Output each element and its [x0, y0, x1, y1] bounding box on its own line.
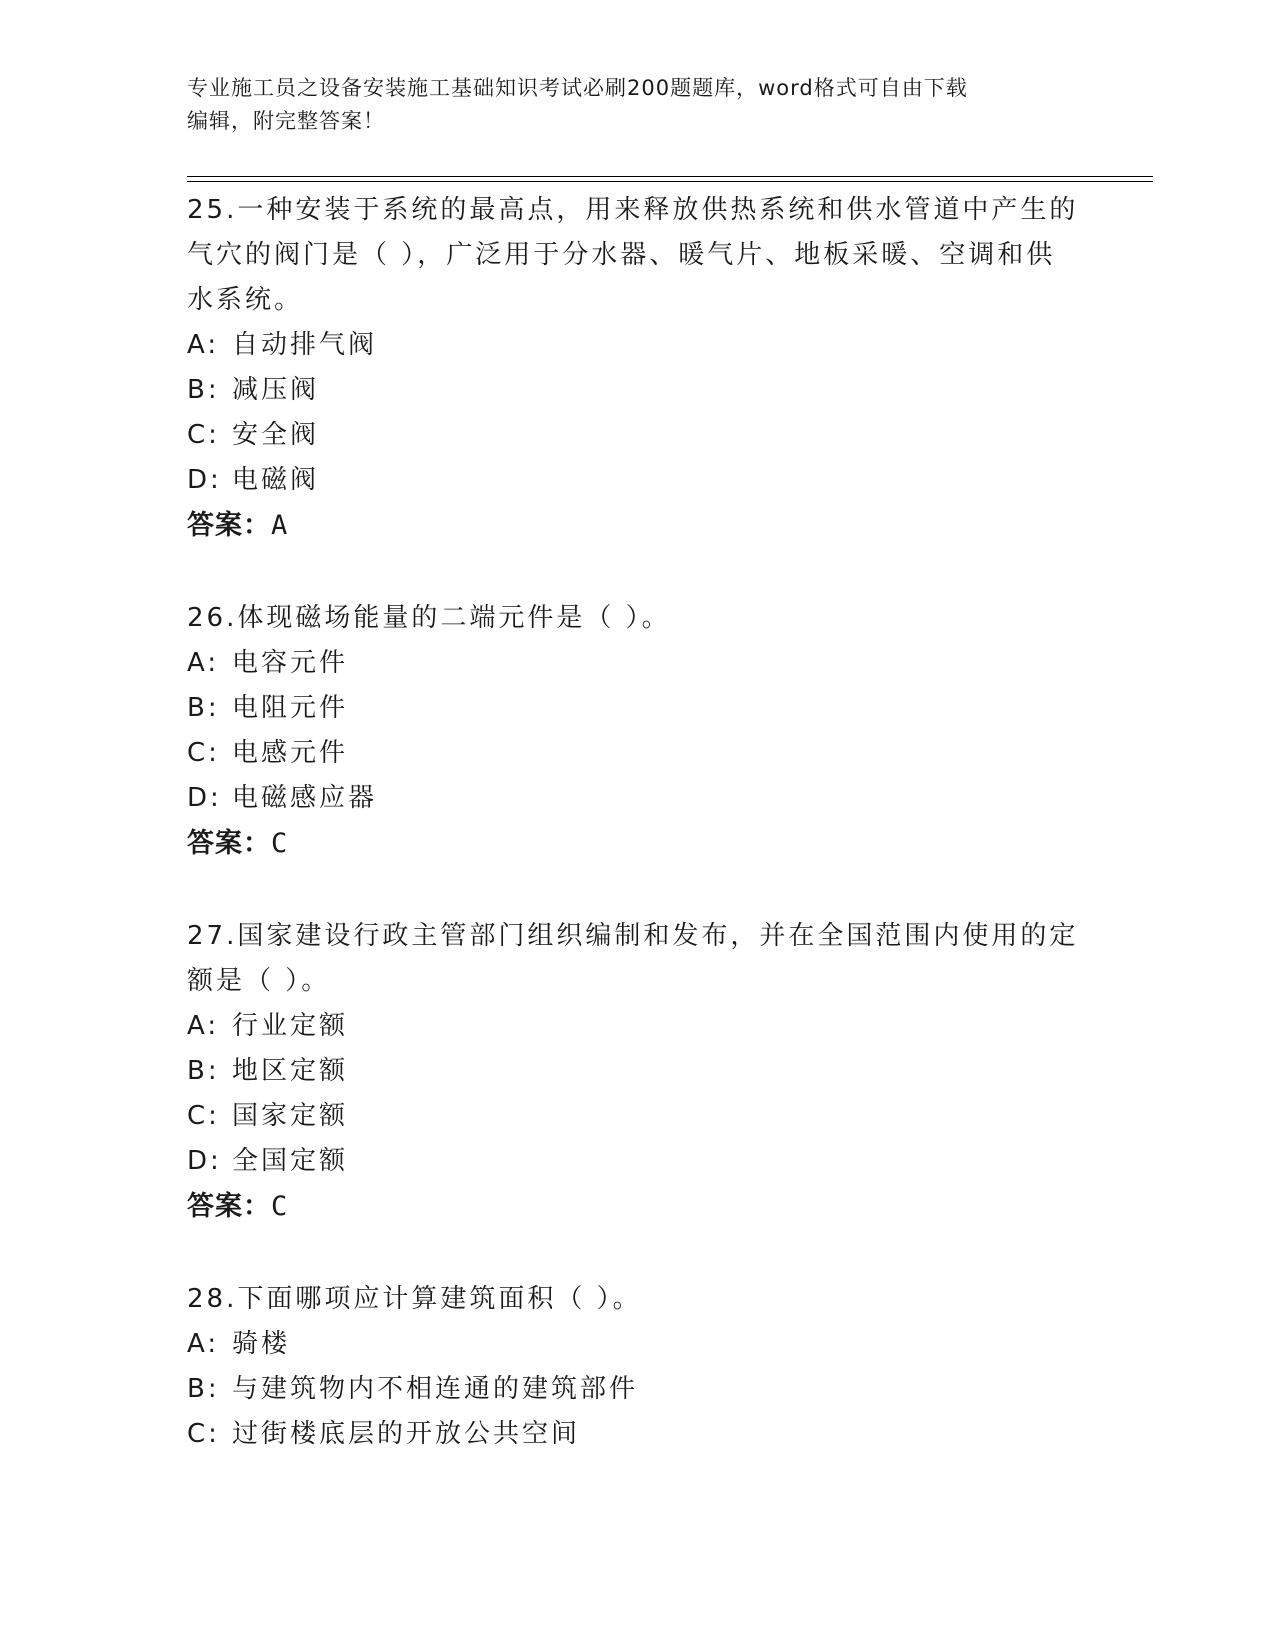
- question-stem-line: 额是（ ）。: [187, 966, 331, 996]
- option-b: [187, 1367, 1087, 1412]
- header-divider-top: [187, 176, 1153, 177]
- question-stem-line: 水系统。: [187, 285, 304, 315]
- option-a: [187, 323, 1087, 368]
- option-text: 全国定额: [232, 1146, 349, 1176]
- option-text: 减压阀: [232, 375, 320, 405]
- answer-value: A: [271, 510, 289, 541]
- option-text: 行业定额: [232, 1011, 349, 1041]
- answer-value: C: [271, 828, 289, 859]
- option-c: [187, 413, 1087, 458]
- option-key: A:: [187, 1011, 220, 1041]
- header-divider-bottom: [187, 181, 1153, 182]
- option-text: 骑楼: [232, 1329, 291, 1359]
- option-text: 地区定额: [232, 1056, 349, 1086]
- option-key: C:: [187, 738, 220, 768]
- option-key: B:: [187, 693, 220, 723]
- answer-label: 答案：: [187, 828, 271, 859]
- option-text: 电阻元件: [232, 693, 349, 723]
- header-line-2: 编辑，附完整答案！: [187, 109, 385, 133]
- option-key: C:: [187, 420, 220, 450]
- option-key: B:: [187, 1056, 220, 1086]
- question-stem-line: 27.国家建设行政主管部门组织编制和发布，并在全国范围内使用的定: [187, 921, 1079, 951]
- option-c: [187, 1412, 1087, 1457]
- option-c: [187, 1094, 1087, 1139]
- option-text: 安全阀: [232, 420, 320, 450]
- option-key: C:: [187, 1101, 220, 1131]
- option-b: [187, 686, 1087, 731]
- answer-line: [187, 821, 1087, 867]
- question-28: [187, 1277, 1087, 1457]
- option-text: 电感元件: [232, 738, 349, 768]
- option-text: 与建筑物内不相连通的建筑部件: [232, 1374, 639, 1404]
- option-key: B:: [187, 1374, 220, 1404]
- question-25: [187, 188, 1087, 549]
- question-list: [187, 188, 1087, 1504]
- option-key: D:: [187, 783, 222, 813]
- answer-label: 答案：: [187, 1191, 271, 1222]
- option-key: A:: [187, 330, 220, 360]
- option-a: [187, 1004, 1087, 1049]
- option-b: [187, 368, 1087, 413]
- option-d: [187, 776, 1087, 821]
- question-stem-line: 28.下面哪项应计算建筑面积（ ）。: [187, 1284, 642, 1314]
- option-text: 电容元件: [232, 648, 349, 678]
- option-text: 电磁感应器: [232, 783, 378, 813]
- option-key: C:: [187, 1419, 220, 1449]
- option-d: [187, 458, 1087, 503]
- document-header: [187, 72, 1067, 138]
- option-text: 过街楼底层的开放公共空间: [232, 1419, 581, 1449]
- option-key: A:: [187, 648, 220, 678]
- option-key: D:: [187, 1146, 222, 1176]
- option-key: B:: [187, 375, 220, 405]
- option-text: 自动排气阀: [232, 330, 378, 360]
- answer-value: C: [271, 1191, 289, 1222]
- option-d: [187, 1139, 1087, 1184]
- question-stem-line: 气穴的阀门是（ ），广泛用于分水器、暖气片、地板采暖、空调和供: [187, 240, 1056, 270]
- option-c: [187, 731, 1087, 776]
- answer-line: [187, 1184, 1087, 1230]
- answer-label: 答案：: [187, 510, 271, 541]
- question-26: [187, 596, 1087, 867]
- answer-line: [187, 503, 1087, 549]
- header-line-1: 专业施工员之设备安装施工基础知识考试必刷200题题库，word格式可自由下载: [187, 76, 968, 100]
- option-text: 电磁阀: [232, 465, 320, 495]
- option-b: [187, 1049, 1087, 1094]
- question-stem-line: 25.一种安装于系统的最高点，用来释放供热系统和供水管道中产生的: [187, 195, 1079, 225]
- option-key: A:: [187, 1329, 220, 1359]
- question-27: [187, 914, 1087, 1230]
- question-stem-line: 26.体现磁场能量的二端元件是（ ）。: [187, 603, 671, 633]
- option-text: 国家定额: [232, 1101, 349, 1131]
- option-a: [187, 1322, 1087, 1367]
- option-key: D:: [187, 465, 222, 495]
- option-a: [187, 641, 1087, 686]
